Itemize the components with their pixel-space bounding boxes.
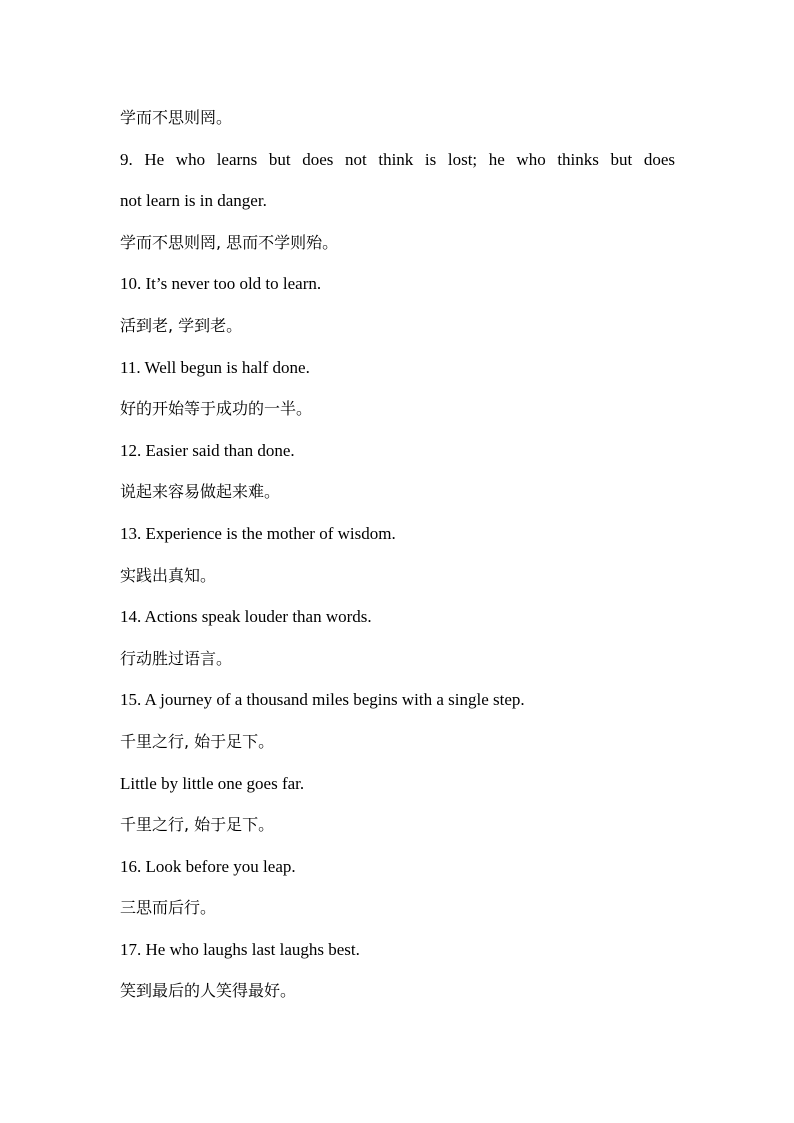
proverb-9-line-2: not learn is in danger.: [120, 191, 267, 211]
chinese-translation-17: 笑到最后的人笑得最好。: [120, 981, 297, 1001]
chinese-translation-15-alt: 千里之行, 始于足下。: [120, 815, 275, 835]
proverb-13: 13. Experience is the mother of wisdom.: [120, 523, 396, 543]
proverb-16: 16. Look before you leap.: [120, 856, 296, 876]
proverb-17: 17. He who laughs last laughs best.: [120, 939, 360, 959]
chinese-translation-13: 实践出真知。: [120, 565, 217, 585]
chinese-translation-10: 活到老, 学到老。: [120, 315, 243, 335]
chinese-translation-15: 千里之行, 始于足下。: [120, 731, 275, 751]
chinese-translation-16: 三思而后行。: [120, 898, 217, 918]
proverb-9-line-1: 9. He who learns but does not think is lost; he who thinks but does: [120, 149, 675, 169]
chinese-translation-14: 行动胜过语言。: [120, 648, 233, 668]
proverb-11: 11. Well begun is half done.: [120, 357, 310, 377]
chinese-translation-8: 学而不思则罔。: [120, 108, 233, 127]
chinese-translation-12: 说起来容易做起来难。: [120, 482, 281, 502]
chinese-translation-9: 学而不思则罔, 思而不学则殆。: [120, 232, 339, 252]
proverb-15: 15. A journey of a thousand miles begins with a single step.: [120, 690, 525, 710]
proverb-15-alt: Little by little one goes far.: [120, 773, 305, 793]
chinese-translation-11: 好的开始等于成功的一半。: [120, 399, 313, 419]
proverb-14: 14. Actions speak louder than words.: [120, 607, 372, 627]
proverb-12: 12. Easier said than done.: [120, 440, 295, 460]
proverb-list: [120, 97, 680, 1012]
proverb-10: 10. It’s never too old to learn.: [120, 274, 322, 294]
